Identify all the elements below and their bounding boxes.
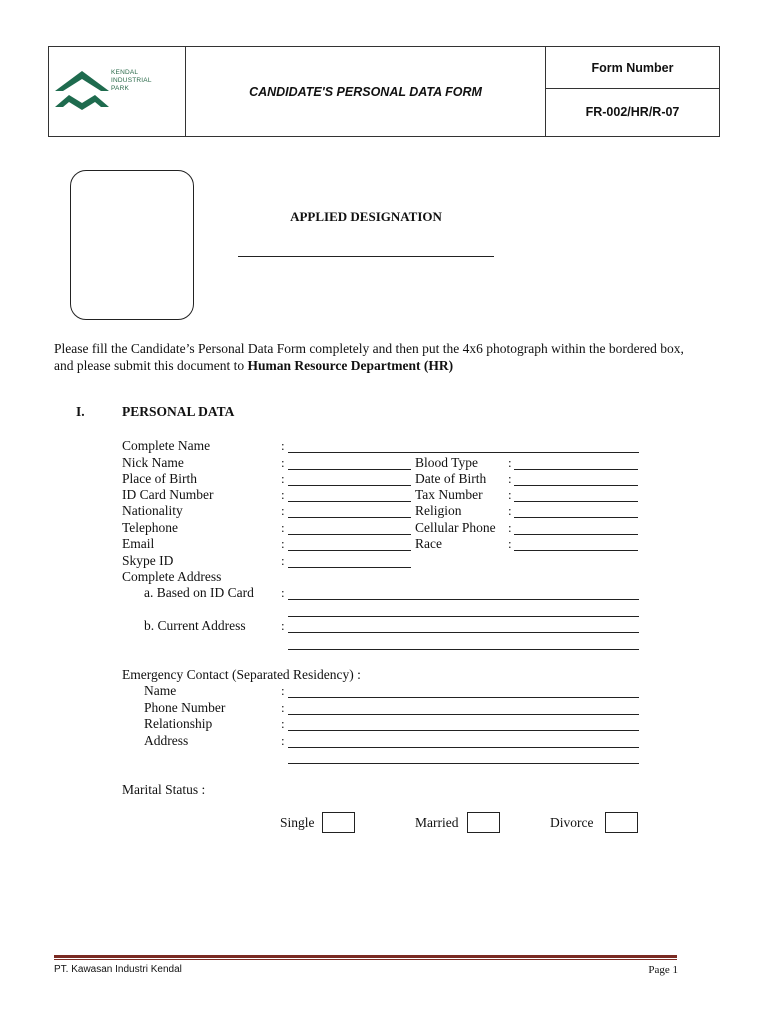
current-address-field-line2[interactable] [288,649,639,650]
divorce-checkbox[interactable] [605,812,638,833]
form-number-cell [546,47,719,136]
emergency-address-field-line2[interactable] [288,763,639,764]
emergency-address-label: Address [144,733,189,748]
nick-name-field[interactable] [288,469,411,470]
religion-field[interactable] [514,517,638,518]
footer-rule [54,955,677,958]
married-label: Married [415,815,459,830]
cellular-phone-label: Cellular Phone [415,520,496,535]
colon: : [508,455,512,470]
footer-company: PT. Kawasan Industri Kendal [54,964,182,975]
colon: : [281,520,285,535]
form-title: CANDIDATE'S PERSONAL DATA FORM [186,47,546,136]
colon: : [508,487,512,502]
email-label: Email [122,536,155,551]
race-field[interactable] [514,550,638,551]
complete-address-label: Complete Address [122,569,222,584]
colon: : [281,487,285,502]
nick-name-label: Nick Name [122,455,184,470]
colon: : [281,536,285,551]
id-card-number-field[interactable] [288,501,411,502]
intro-text: Please fill the Candidate’s Personal Data Form completely and then put the 4x6 photograph within the bordered box, and please submit this document to [54,341,684,373]
place-of-birth-label: Place of Birth [122,471,197,486]
logo-cell [49,47,186,136]
date-of-birth-field[interactable] [514,485,638,486]
place-of-birth-field[interactable] [288,485,411,486]
kendal-logo-icon [55,69,109,111]
logo-wordmark: KENDAL INDUSTRIAL PARK [111,69,152,92]
single-label: Single [280,815,315,830]
colon: : [508,471,512,486]
colon: : [281,683,285,698]
based-on-id-card-label: a. Based on ID Card [144,585,254,600]
religion-label: Religion [415,503,462,518]
skype-id-field[interactable] [288,567,411,568]
current-address-field[interactable] [288,632,639,633]
current-address-label: b. Current Address [144,618,246,633]
emergency-phone-field[interactable] [288,714,639,715]
tax-number-label: Tax Number [415,487,483,502]
race-label: Race [415,536,442,551]
emergency-address-field[interactable] [288,747,639,748]
form-number-value: FR-002/HR/R-07 [585,105,680,119]
intro-bold-text: Human Resource Department (HR) [247,358,454,373]
date-of-birth-label: Date of Birth [415,471,487,486]
colon: : [281,700,285,715]
divorce-label: Divorce [550,815,594,830]
colon: : [281,716,285,731]
section-number: I. [76,404,85,419]
colon: : [281,733,285,748]
id-card-address-field[interactable] [288,599,639,600]
colon: : [281,455,285,470]
married-checkbox[interactable] [467,812,500,833]
emergency-relationship-field[interactable] [288,730,639,731]
photo-box[interactable] [70,170,194,320]
telephone-field[interactable] [288,534,411,535]
skype-id-label: Skype ID [122,553,174,568]
email-field[interactable] [288,550,411,551]
colon: : [281,503,285,518]
cellular-phone-field[interactable] [514,534,638,535]
blood-type-label: Blood Type [415,455,478,470]
colon: : [281,471,285,486]
emergency-relationship-label: Relationship [144,716,213,731]
form-header-table [48,46,720,137]
colon: : [281,553,285,568]
applied-designation-label: APPLIED DESIGNATION [290,209,442,224]
emergency-phone-label: Phone Number [144,700,226,715]
nationality-field[interactable] [288,517,411,518]
emergency-name-field[interactable] [288,697,639,698]
footer-page-number: Page 1 [648,964,678,976]
form-number-label: Form Number [546,47,719,89]
id-card-address-field-line2[interactable] [288,616,639,617]
emergency-contact-heading: Emergency Contact (Separated Residency) : [122,667,361,682]
telephone-label: Telephone [122,520,179,535]
single-checkbox[interactable] [322,812,355,833]
nationality-label: Nationality [122,503,183,518]
emergency-name-label: Name [144,683,177,698]
colon: : [281,618,285,633]
applied-designation-field[interactable] [238,256,494,257]
colon: : [508,503,512,518]
id-card-number-label: ID Card Number [122,487,214,502]
intro-paragraph [54,340,704,374]
footer-rule-thin [54,959,677,960]
blood-type-field[interactable] [514,469,638,470]
colon: : [281,438,285,453]
colon: : [281,585,285,600]
complete-name-label: Complete Name [122,438,211,453]
complete-name-field[interactable] [288,452,639,453]
section-title: PERSONAL DATA [122,404,235,419]
marital-status-heading: Marital Status : [122,782,206,797]
colon: : [508,536,512,551]
colon: : [508,520,512,535]
tax-number-field[interactable] [514,501,638,502]
